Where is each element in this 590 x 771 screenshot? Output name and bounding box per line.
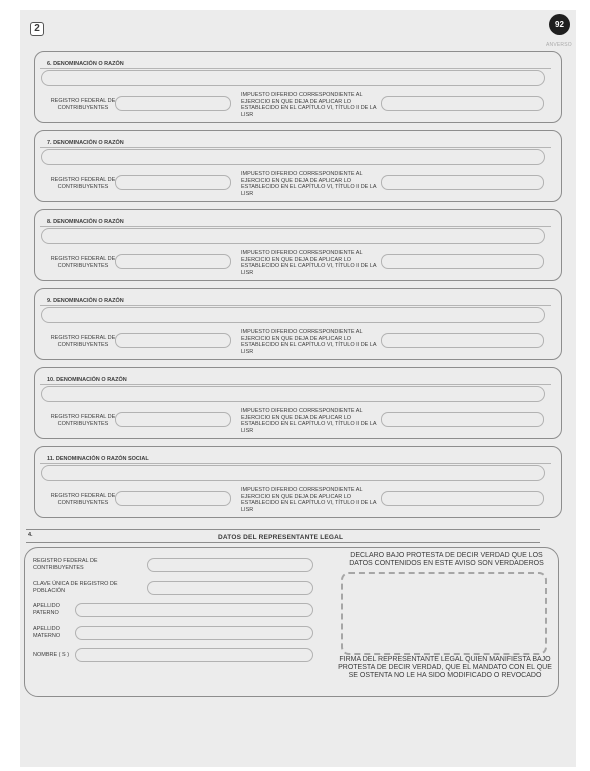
rfc-input[interactable] — [115, 175, 231, 190]
rfc-label: REGISTRO FEDERAL DE CONTRIBUYENTES — [50, 177, 116, 190]
impuesto-label: IMPUESTO DIFERIDO CORRESPONDIENTE AL EJERCICIO EN QUE DEJA DE APLICAR LO ESTABLECIDO EN EL CAPÍTULO VI, TÍTULO II DE LA LISR — [241, 408, 377, 434]
rep-curp-input[interactable] — [147, 581, 313, 595]
section-number: 4. — [28, 532, 33, 538]
rfc-label: REGISTRO FEDERAL DE CONTRIBUYENTES — [50, 414, 116, 427]
form-number-badge: 92 — [549, 14, 570, 35]
impuesto-input[interactable] — [381, 96, 544, 111]
entry-block-9 — [34, 288, 562, 360]
divider — [40, 147, 551, 148]
impuesto-input[interactable] — [381, 175, 544, 190]
side-label: ANVERSO — [546, 42, 572, 48]
rfc-label: REGISTRO FEDERAL DE CONTRIBUYENTES — [50, 335, 116, 348]
rfc-input[interactable] — [115, 333, 231, 348]
rep-curp-label: CLAVE ÚNICA DE REGISTRO DE POBLACIÓN — [33, 581, 118, 594]
rep-apellido-paterno-input[interactable] — [75, 603, 313, 617]
rfc-input[interactable] — [115, 491, 231, 506]
divider — [40, 384, 551, 385]
divider — [40, 463, 551, 464]
impuesto-label: IMPUESTO DIFERIDO CORRESPONDIENTE AL EJERCICIO EN QUE DEJA DE APLICAR LO ESTABLECIDO EN EL CAPÍTULO VI, TÍTULO II DE LA LISR — [241, 487, 377, 513]
rep-rfc-label: REGISTRO FEDERAL DE CONTRIBUYENTES — [33, 558, 98, 571]
entry-block-8 — [34, 209, 562, 281]
rfc-label: REGISTRO FEDERAL DE CONTRIBUYENTES — [50, 98, 116, 111]
impuesto-input[interactable] — [381, 254, 544, 269]
divider — [40, 226, 551, 227]
rfc-label: REGISTRO FEDERAL DE CONTRIBUYENTES — [50, 256, 116, 269]
entry-title: 7. DENOMINACIÓN O RAZÓN — [47, 140, 124, 146]
rfc-label: REGISTRO FEDERAL DE CONTRIBUYENTES — [50, 493, 116, 506]
impuesto-label: IMPUESTO DIFERIDO CORRESPONDIENTE AL EJERCICIO EN QUE DEJA DE APLICAR LO ESTABLECIDO EN EL CAPÍTULO VI, TÍTULO II DE LA LISR — [241, 329, 377, 355]
rep-rfc-input[interactable] — [147, 558, 313, 572]
rfc-input[interactable] — [115, 96, 231, 111]
entry-title: 8. DENOMINACIÓN O RAZÓN — [47, 219, 124, 225]
entry-title: 9. DENOMINACIÓN O RAZÓN — [47, 298, 124, 304]
denominacion-input[interactable] — [41, 70, 545, 86]
entry-block-10 — [34, 367, 562, 439]
rep-nombre-input[interactable] — [75, 648, 313, 662]
impuesto-label: IMPUESTO DIFERIDO CORRESPONDIENTE AL EJERCICIO EN QUE DEJA DE APLICAR LO ESTABLECIDO EN EL CAPÍTULO VI, TÍTULO II DE LA LISR — [241, 250, 377, 276]
denominacion-input[interactable] — [41, 465, 545, 481]
entry-title: 10. DENOMINACIÓN O RAZÓN — [47, 377, 127, 383]
declaration-text: DECLARO BAJO PROTESTA DE DECIR VERDAD QUE LOS DATOS CONTENIDOS EN ESTE AVISO SON VERDADEROS — [349, 552, 544, 567]
denominacion-input[interactable] — [41, 386, 545, 402]
entry-title: 11. DENOMINACIÓN O RAZÓN SOCIAL — [47, 456, 149, 462]
rep-apellido-materno-input[interactable] — [75, 626, 313, 640]
rfc-input[interactable] — [115, 254, 231, 269]
impuesto-label: IMPUESTO DIFERIDO CORRESPONDIENTE AL EJERCICIO EN QUE DEJA DE APLICAR LO ESTABLECIDO EN EL CAPÍTULO VI, TÍTULO II DE LA LISR — [241, 171, 377, 197]
entry-block-7 — [34, 130, 562, 202]
denominacion-input[interactable] — [41, 307, 545, 323]
entry-block-6 — [34, 51, 562, 123]
impuesto-input[interactable] — [381, 412, 544, 427]
impuesto-input[interactable] — [381, 491, 544, 506]
entry-block-11 — [34, 446, 562, 518]
section-title: DATOS DEL REPRESENTANTE LEGAL — [218, 534, 344, 541]
impuesto-input[interactable] — [381, 333, 544, 348]
rep-nombre-label: NOMBRE ( S ) — [33, 652, 70, 658]
impuesto-label: IMPUESTO DIFERIDO CORRESPONDIENTE AL EJERCICIO EN QUE DEJA DE APLICAR LO ESTABLECIDO EN EL CAPÍTULO VI, TÍTULO II DE LA LISR — [241, 92, 377, 118]
section-divider-bottom — [26, 542, 540, 543]
rfc-input[interactable] — [115, 412, 231, 427]
denominacion-input[interactable] — [41, 149, 545, 165]
rep-apellido-paterno-label: APELLIDO PATERNO — [33, 603, 60, 616]
representante-legal-block — [24, 547, 559, 697]
rep-apellido-materno-label: APELLIDO MATERNO — [33, 626, 61, 639]
section-divider-top — [26, 529, 540, 530]
entry-title: 6. DENOMINACIÓN O RAZÓN — [47, 61, 124, 67]
divider — [40, 68, 551, 69]
divider — [40, 305, 551, 306]
page-number: 2 — [30, 22, 44, 36]
denominacion-input[interactable] — [41, 228, 545, 244]
signature-box[interactable] — [341, 572, 547, 655]
signature-caption: FIRMA DEL REPRESENTANTE LEGAL QUIEN MANIFIESTA BAJO PROTESTA DE DECIR VERDAD, QUE EL MANDATO CON EL QUE SE OSTENTA NO LE HA SIDO MODIFICADO O REVOCADO — [338, 656, 552, 679]
